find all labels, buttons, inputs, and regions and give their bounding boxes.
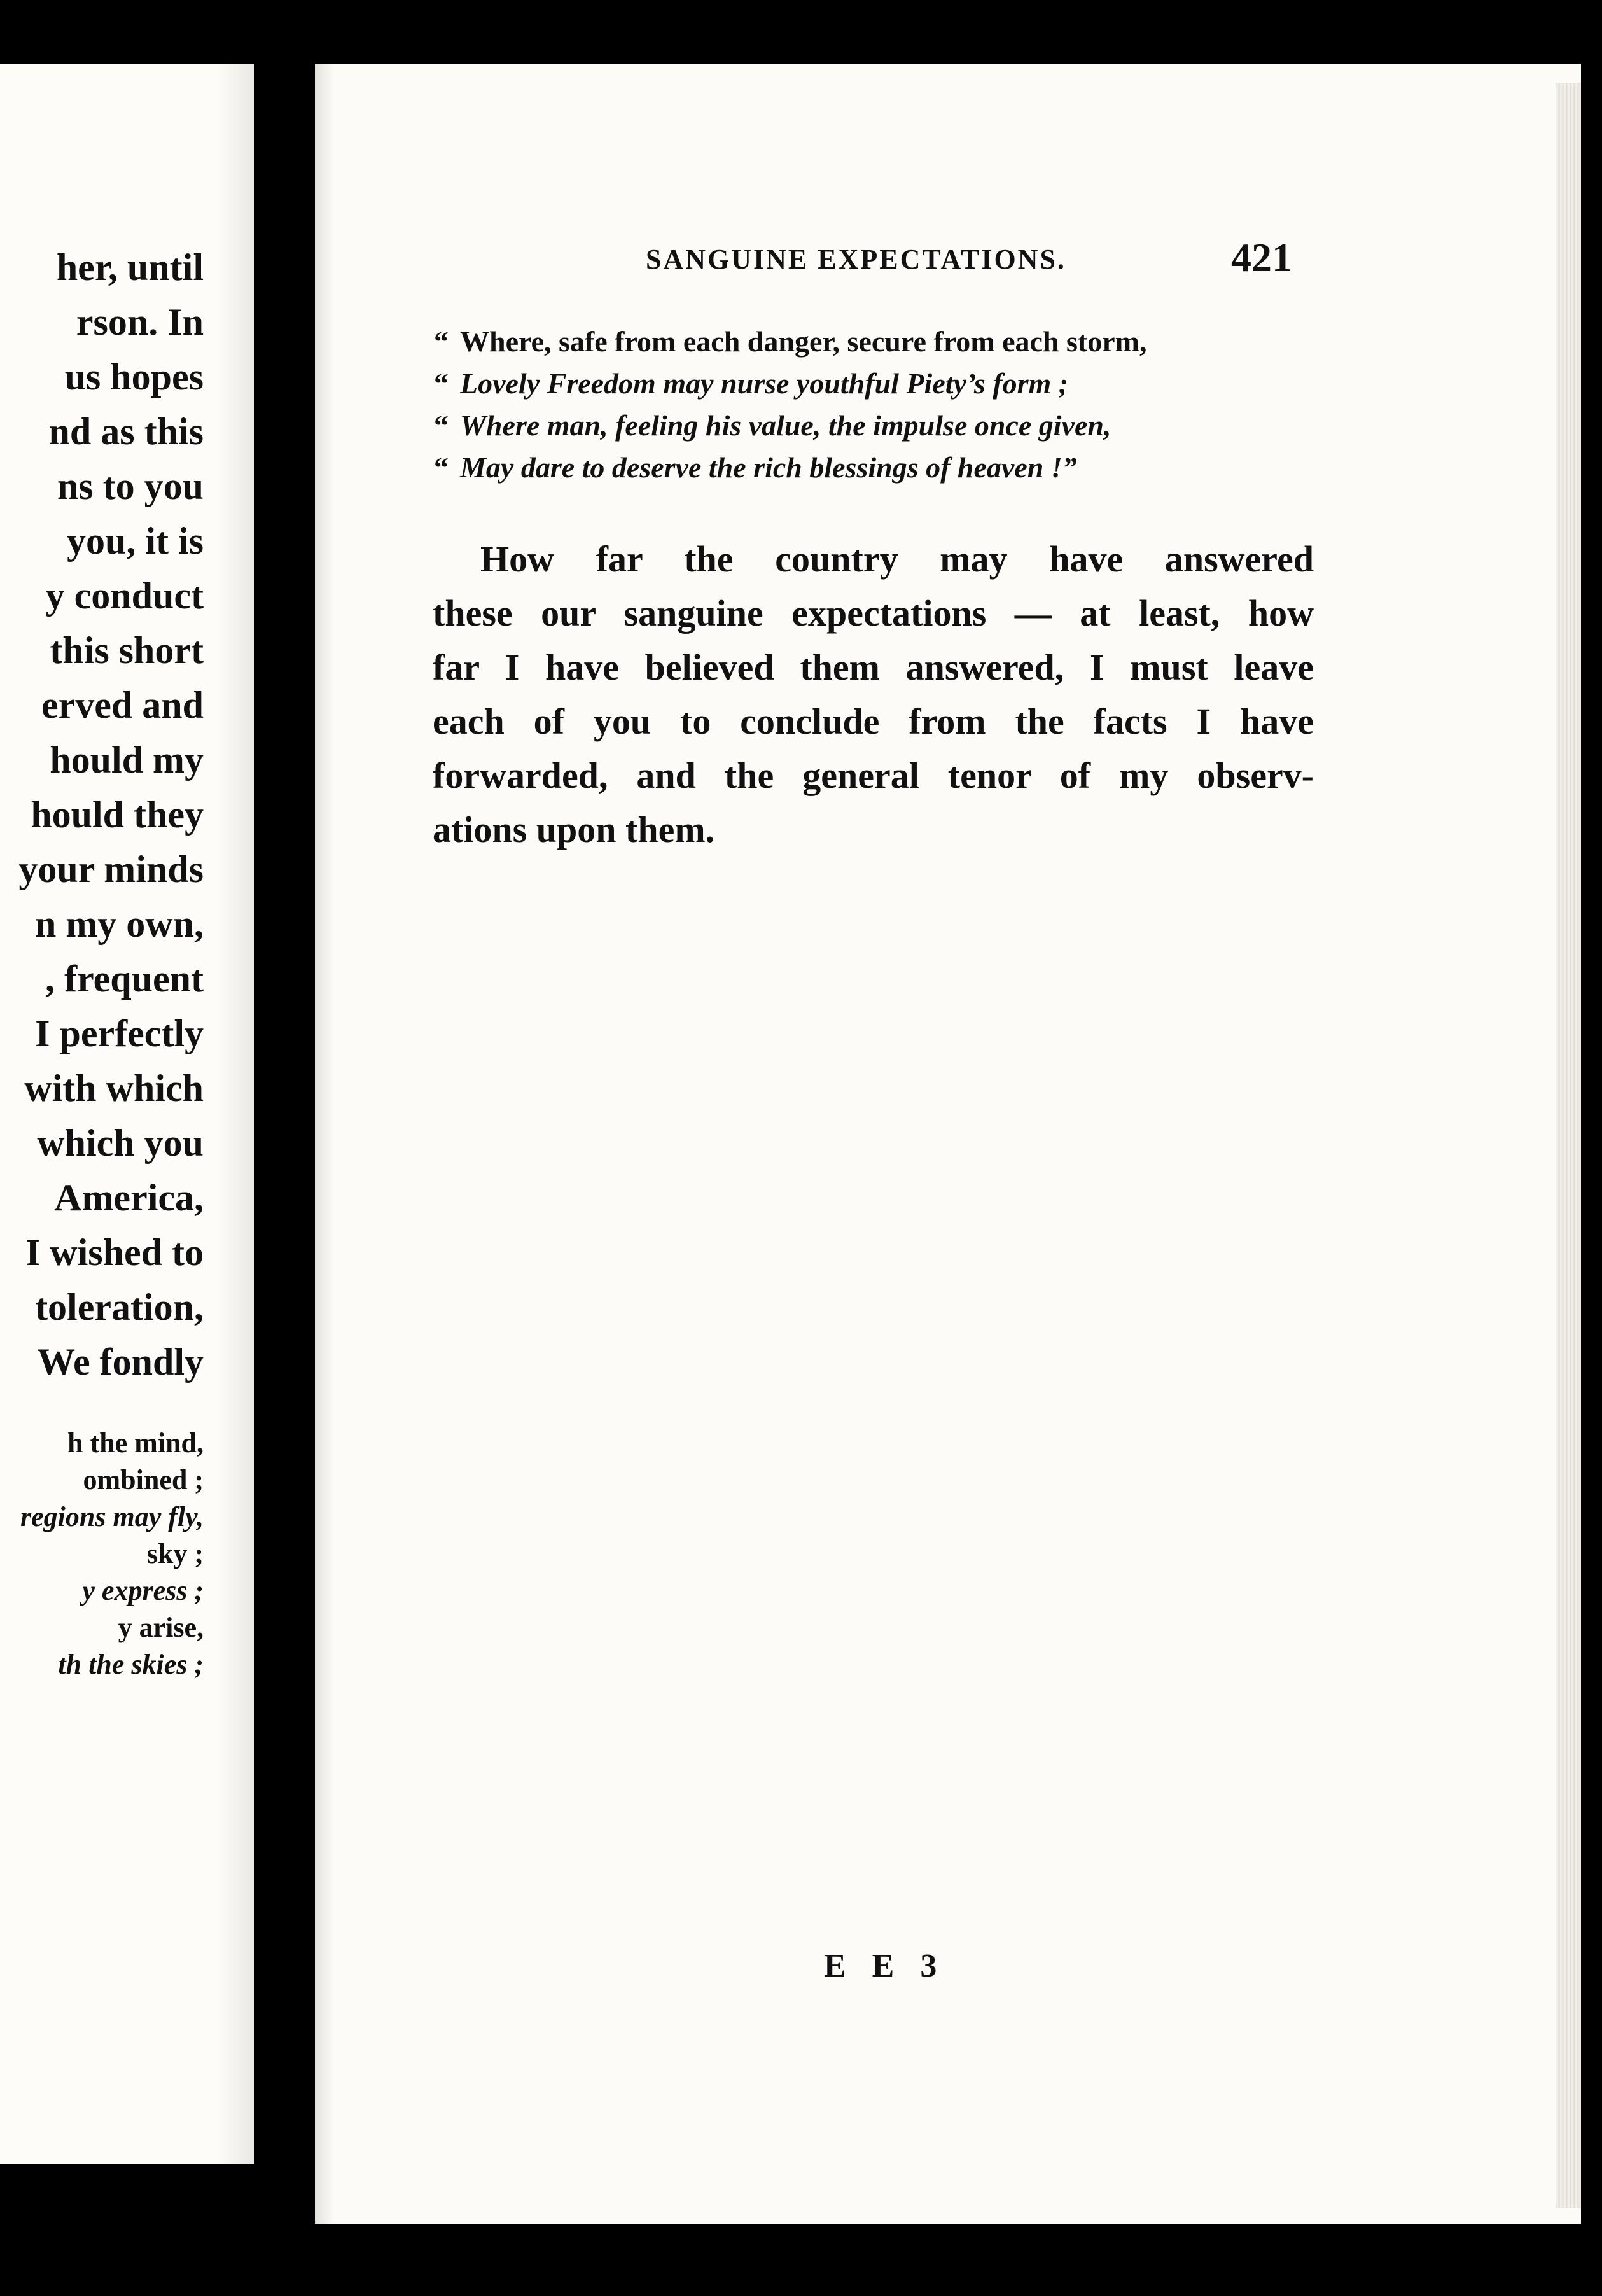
left-page-line: n my own,: [34, 903, 204, 945]
left-page-line: I wished to: [25, 1231, 204, 1273]
left-page-line: ns to you: [57, 465, 204, 507]
paragraph-line: these our sanguine expectations — at least, how: [433, 592, 1314, 634]
left-page-line: nd as this: [48, 410, 204, 452]
open-quote: “: [434, 325, 449, 358]
page-number: 421: [1231, 235, 1292, 280]
paragraph-line: forwarded, and the general tenor of my observ-: [433, 755, 1314, 796]
left-page-line: I perfectly: [35, 1012, 204, 1054]
gutter-shade: [315, 64, 334, 2224]
left-page-line: your minds: [18, 848, 204, 890]
verse-text: Where man, feeling his value, the impulse once given,: [460, 409, 1111, 442]
left-page: [0, 64, 254, 2164]
left-page-line: toleration,: [35, 1286, 204, 1328]
signature-mark: E E 3: [824, 1948, 946, 1984]
left-page-line: this short: [50, 629, 204, 671]
paragraph-line: How far the country may have answered: [480, 538, 1314, 580]
paragraph-line: each of you to conclude from the facts I have: [433, 701, 1314, 742]
left-page-line: her, until: [56, 246, 204, 288]
paragraph-line: far I have believed them answered, I must leave: [433, 647, 1314, 688]
left-page-line: with which: [24, 1067, 204, 1109]
left-page-line: us hopes: [64, 356, 204, 398]
verse-line: [434, 325, 1146, 358]
left-page-line: sky ;: [146, 1538, 204, 1569]
left-page-line: America,: [54, 1177, 204, 1219]
left-page-line: We fondly: [37, 1341, 204, 1383]
paragraph-line: ations upon them.: [433, 809, 715, 850]
left-page-line: erved and: [41, 684, 204, 726]
left-page-line: regions may fly,: [20, 1501, 204, 1532]
running-head: SANGUINE EXPECTATIONS.: [646, 244, 1066, 275]
left-page-line: you, it is: [66, 520, 204, 562]
left-page-line: th the skies ;: [58, 1649, 204, 1680]
left-page-line: y arise,: [118, 1612, 204, 1643]
left-page-line: y conduct: [45, 575, 204, 617]
left-page-line: hould they: [31, 794, 204, 836]
open-quote: “: [434, 451, 449, 484]
verse-text: Lovely Freedom may nurse youthful Piety’s form ;: [460, 367, 1069, 400]
left-page-line: ombined ;: [83, 1464, 204, 1495]
verse-text: Where, safe from each danger, secure from each storm,: [460, 325, 1147, 358]
verse-line: [434, 409, 1111, 442]
page-edge: [1556, 83, 1581, 2208]
left-page-line: which you: [37, 1122, 204, 1164]
left-page-line: rson. In: [76, 301, 204, 343]
open-quote: “: [434, 367, 449, 400]
verse-line: [434, 451, 1077, 484]
verse-line: [434, 367, 1068, 400]
left-page-line: hould my: [50, 739, 204, 781]
open-quote: “: [434, 409, 449, 442]
left-page-line: y express ;: [82, 1575, 204, 1606]
left-page-line: h the mind,: [67, 1427, 204, 1459]
spine-shadow: [216, 64, 254, 2164]
left-page-line: , frequent: [45, 958, 204, 1000]
verse-text: May dare to deserve the rich blessings of heaven !”: [460, 451, 1077, 484]
